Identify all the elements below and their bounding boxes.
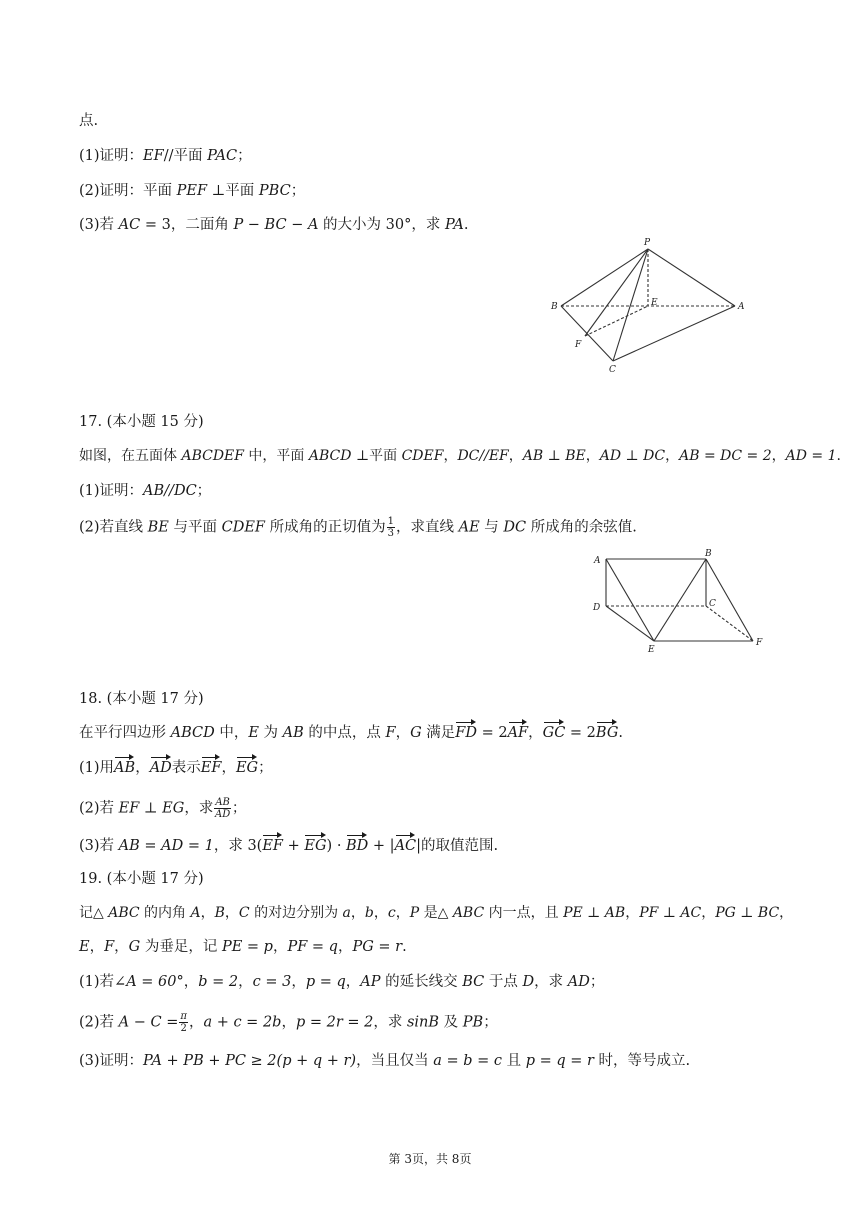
math: AE <box>458 519 480 536</box>
label-B: B <box>705 549 712 559</box>
math: PEF <box>176 183 208 199</box>
text: ， <box>508 448 523 464</box>
text: ， <box>395 905 410 921</box>
text: ； <box>290 183 306 199</box>
math: BE <box>147 519 169 536</box>
math: P <box>409 905 420 921</box>
math: AB//DC <box>143 483 197 499</box>
text: ， <box>114 939 129 955</box>
text: 所成角的余弦值. <box>526 519 637 536</box>
part-label: (2)若 <box>79 1014 119 1031</box>
text: 的延长线交 <box>380 974 463 990</box>
math: AD <box>567 974 590 990</box>
denominator: AD <box>214 809 231 820</box>
text: ， <box>200 905 215 921</box>
text: ， <box>272 939 288 955</box>
text: . <box>402 939 407 955</box>
q17-header: 17. (本小题 15 分) <box>79 414 204 430</box>
vector: BD <box>346 838 369 854</box>
q19-part2 <box>79 1011 498 1034</box>
text: 为垂足，记 <box>140 939 222 955</box>
label-B: B <box>551 302 558 312</box>
math: p = q = r <box>525 1053 594 1069</box>
math: AC <box>118 217 141 233</box>
math: AD = 1 <box>785 448 837 464</box>
math: AB <box>282 725 304 741</box>
text: + | <box>368 838 395 854</box>
math: AB = AD = 1 <box>118 838 214 854</box>
text: 表示 <box>171 760 201 776</box>
math: EF <box>143 148 164 164</box>
fraction <box>214 797 231 820</box>
text: 与 <box>479 519 504 536</box>
text: 及 <box>439 1014 463 1031</box>
text: 于点 <box>484 974 523 990</box>
text: |的取值范围. <box>416 838 499 854</box>
text: ； <box>589 974 605 990</box>
text: 记△ <box>79 905 109 921</box>
math: CDEF <box>401 448 444 464</box>
vector: FD <box>455 725 477 741</box>
text: 是△ <box>419 905 453 921</box>
math: PG ⊥ BC <box>715 905 780 921</box>
vector: AD <box>149 760 172 776</box>
text: 时，等号成立. <box>593 1053 691 1069</box>
text: ⊥平面 <box>351 448 402 464</box>
fraction <box>387 516 395 539</box>
text: 的内角 <box>139 905 191 921</box>
math: a + c = 2b <box>203 1014 282 1031</box>
math: ABC <box>108 905 140 921</box>
page-footer: 第 3页，共 8页 <box>388 1152 472 1166</box>
math: c <box>387 905 396 921</box>
text: ， <box>443 448 458 464</box>
numerator: 1 <box>387 516 394 527</box>
text: ， <box>224 905 239 921</box>
label-E: E <box>648 645 655 655</box>
text: 与平面 <box>168 519 222 536</box>
math: a = b = c <box>433 1053 502 1069</box>
math: ABCDEF <box>181 448 244 464</box>
label-F: F <box>756 638 763 648</box>
text: . <box>836 448 841 464</box>
part-label: (3)若 <box>79 838 119 854</box>
math: ABC <box>452 905 485 921</box>
math: PG = r <box>352 939 403 955</box>
denominator: 2 <box>180 1023 187 1034</box>
math: PBC <box>258 183 291 199</box>
text: //平面 <box>163 148 208 164</box>
math: F <box>385 725 396 741</box>
part-label: (3)证明： <box>79 1053 144 1069</box>
text: 中， <box>214 725 249 741</box>
text: + <box>283 838 305 854</box>
label-A: A <box>738 302 745 312</box>
q16-part2 <box>79 181 305 201</box>
q16-part3 <box>79 215 468 235</box>
math: AB = DC = 2 <box>679 448 772 464</box>
text: ， <box>135 760 150 776</box>
vector: EG <box>235 760 259 776</box>
part-label: (1)用 <box>79 760 115 776</box>
text: ， <box>337 939 353 955</box>
text: ， <box>183 974 199 990</box>
q19-stem-line2 <box>79 937 407 957</box>
text: ， <box>771 448 786 464</box>
label-F: F <box>575 340 582 350</box>
math: PA <box>444 217 464 233</box>
math: DC <box>503 519 527 536</box>
text: 如图，在五面体 <box>79 448 182 464</box>
text: ，求直线 <box>395 519 459 536</box>
math: ∠A = 60° <box>114 974 184 990</box>
label-D: D <box>593 603 601 613</box>
vector: AB <box>114 760 136 776</box>
math: G <box>410 725 422 741</box>
text: 内一点，且 <box>484 905 564 921</box>
math: PE ⊥ AB <box>563 905 626 921</box>
text: ； <box>196 483 212 499</box>
text: ) · <box>326 838 347 854</box>
q18-part3 <box>79 836 498 856</box>
vector: EF <box>262 838 283 854</box>
math: A − C = <box>118 1014 179 1031</box>
label-E: E <box>651 298 658 308</box>
part-label: (1)证明： <box>79 148 144 164</box>
vector: BG <box>595 725 619 741</box>
text: ， <box>585 448 600 464</box>
math: F <box>104 939 115 955</box>
math: AD ⊥ DC <box>599 448 666 464</box>
text: ，求 <box>373 1014 407 1031</box>
math: PA + PB + PC ≥ 2(p + q + r) <box>143 1053 357 1069</box>
text: ，当且仅当 <box>356 1053 434 1069</box>
text: 所成角的正切值为 <box>265 519 386 536</box>
math: PF = q <box>287 939 338 955</box>
label-A: A <box>594 556 601 566</box>
q16-part1 <box>79 146 252 166</box>
q18-stem <box>79 723 623 743</box>
math: PB <box>462 1014 484 1031</box>
math: AB ⊥ BE <box>522 448 586 464</box>
part-label: (2)若 <box>79 800 119 817</box>
numerator: π <box>180 1011 187 1022</box>
vector: GC <box>542 725 566 741</box>
vector: EF <box>200 760 222 776</box>
math: PF ⊥ AC <box>639 905 702 921</box>
text: ， <box>665 448 680 464</box>
fraction <box>179 1011 188 1034</box>
vector: AC <box>394 838 417 854</box>
text: . <box>618 725 624 741</box>
q18-part2 <box>79 797 246 820</box>
vector: AF <box>507 725 529 741</box>
q19-part1 <box>79 972 604 992</box>
math: p = 2r = 2 <box>295 1014 374 1031</box>
text: ，求 3( <box>213 838 263 854</box>
q17-part2 <box>79 516 637 539</box>
label-C: C <box>709 599 716 609</box>
math: D <box>522 974 535 990</box>
numerator: AB <box>215 797 230 808</box>
part-label: (2)证明：平面 <box>79 183 177 199</box>
text: ， <box>291 974 306 990</box>
label-C: C <box>609 365 616 375</box>
math: CDEF <box>221 519 265 536</box>
text: ； <box>237 148 252 164</box>
text: ； <box>231 800 247 817</box>
q18-header: 18. (本小题 17 分) <box>79 691 204 707</box>
math: C <box>238 905 250 921</box>
text: ， <box>89 939 105 955</box>
q18-part1 <box>79 758 273 778</box>
math: B <box>214 905 225 921</box>
text: 的大小为 30°，求 <box>318 217 445 233</box>
math: E <box>248 725 259 741</box>
q16-pyramid-figure <box>548 236 758 380</box>
text: ，求 <box>534 974 568 990</box>
math: AP <box>360 974 381 990</box>
text: ， <box>701 905 716 921</box>
part-label: (1)若 <box>79 974 115 990</box>
text: 的对边分别为 <box>249 905 343 921</box>
text: ， <box>779 905 794 921</box>
text: ， <box>528 725 543 741</box>
text: ⊥平面 <box>207 183 259 199</box>
q17-pentahedron-figure <box>586 546 776 660</box>
math: b = 2 <box>198 974 239 990</box>
math: p = q <box>305 974 346 990</box>
math: E <box>79 939 90 955</box>
math: P − BC − A <box>233 217 319 233</box>
q16-continuation: 点. <box>79 113 99 129</box>
text: 的中点，点 <box>303 725 386 741</box>
text: ； <box>258 760 273 776</box>
math: ABCD <box>308 448 352 464</box>
math: EF ⊥ EG <box>118 800 185 817</box>
text: 为 <box>258 725 283 741</box>
part-label: (2)若直线 <box>79 519 148 536</box>
math: ABCD <box>170 725 215 741</box>
text: . <box>463 217 469 233</box>
text: ， <box>395 725 411 741</box>
q17-part1 <box>79 481 211 501</box>
text: ， <box>221 760 236 776</box>
text: = 2 <box>565 725 596 741</box>
text: 满足 <box>421 725 456 741</box>
math: PE = p <box>221 939 273 955</box>
math: sinB <box>406 1014 440 1031</box>
text: ， <box>281 1014 296 1031</box>
text: ，求 <box>184 800 214 817</box>
text: ， <box>345 974 361 990</box>
text: ， <box>188 1014 204 1031</box>
label-P: P <box>644 238 651 248</box>
text: 中，平面 <box>243 448 309 464</box>
text: ， <box>238 974 253 990</box>
text: = 2 <box>476 725 508 741</box>
text: ， <box>625 905 640 921</box>
text: = 3，二面角 <box>140 217 234 233</box>
math: G <box>128 939 141 955</box>
math: b <box>364 905 374 921</box>
math: A <box>190 905 201 921</box>
text: 且 <box>502 1053 526 1069</box>
math: DC//EF <box>457 448 509 464</box>
part-label: (3)若 <box>79 217 119 233</box>
math: BC <box>462 974 485 990</box>
text: ； <box>483 1014 498 1031</box>
part-label: (1)证明： <box>79 483 144 499</box>
vector: EG <box>304 838 327 854</box>
math: PAC <box>207 148 238 164</box>
text: 在平行四边形 <box>79 725 171 741</box>
q19-part3 <box>79 1051 690 1071</box>
text: ， <box>350 905 365 921</box>
math: c = 3 <box>252 974 292 990</box>
q17-stem <box>79 446 841 466</box>
math: a <box>342 905 351 921</box>
q19-stem-line1 <box>79 903 793 923</box>
q19-header: 19. (本小题 17 分) <box>79 871 204 887</box>
denominator: 3 <box>387 528 394 539</box>
text: ， <box>373 905 388 921</box>
